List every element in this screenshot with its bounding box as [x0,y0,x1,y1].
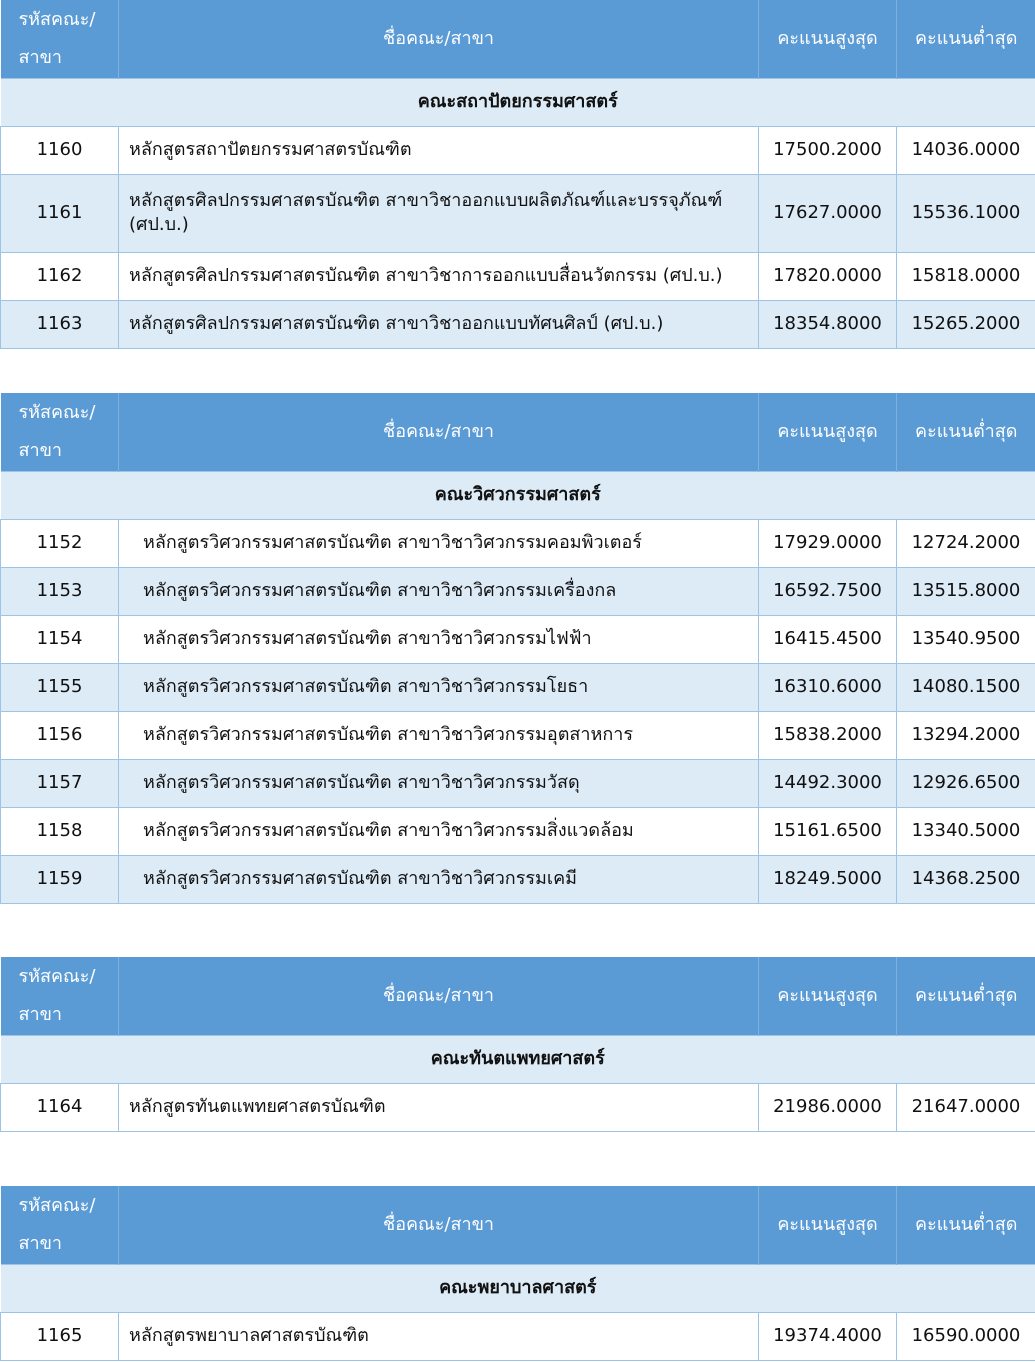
row-code: 1159 [1,855,119,903]
row-name: หลักสูตรวิศวกรรมศาสตรบัณฑิต สาขาวิชาวิศวกรรมเคมี [119,855,759,903]
row-max: 18249.5000 [759,855,897,903]
header-max: คะแนนสูงสุด [759,957,897,1035]
table-row [1,1312,1035,1360]
row-min: 15536.1000 [897,174,1035,252]
table-row [1,759,1035,807]
table-row [1,615,1035,663]
header-code: รหัสคณะ/ สาขา [1,393,119,471]
score-table-architecture [0,0,1035,349]
header-code: รหัสคณะ/ สาขา [1,0,119,78]
row-name: หลักสูตรวิศวกรรมศาสตรบัณฑิต สาขาวิชาวิศวกรรมคอมพิวเตอร์ [119,519,759,567]
row-name: หลักสูตรวิศวกรรมศาสตรบัณฑิต สาขาวิชาวิศวกรรมสิ่งแวดล้อม [119,807,759,855]
header-max: คะแนนสูงสุด [759,0,897,78]
row-max: 17820.0000 [759,252,897,300]
score-table-engineering [0,393,1035,904]
row-min: 13515.8000 [897,567,1035,615]
row-code: 1157 [1,759,119,807]
row-name: หลักสูตรสถาปัตยกรรมศาสตรบัณฑิต [119,126,759,174]
row-name: หลักสูตรวิศวกรรมศาสตรบัณฑิต สาขาวิชาวิศวกรรมอุตสาหการ [119,711,759,759]
row-max: 15838.2000 [759,711,897,759]
table-row [1,174,1035,252]
row-code: 1155 [1,663,119,711]
table-row [1,807,1035,855]
row-min: 14080.1500 [897,663,1035,711]
table-row [1,252,1035,300]
row-name: หลักสูตรศิลปกรรมศาสตรบัณฑิต สาขาวิชาออกแบบทัศนศิลป์ (ศป.บ.) [119,300,759,348]
faculty-title: คณะพยาบาลศาสตร์ [1,1264,1035,1312]
table-row [1,663,1035,711]
faculty-title: คณะทันตแพทยศาสตร์ [1,1035,1035,1083]
header-min: คะแนนต่ำสุด [897,393,1035,471]
faculty-row [1,78,1035,126]
row-code: 1160 [1,126,119,174]
header-name: ชื่อคณะ/สาขา [119,393,759,471]
header-name: ชื่อคณะ/สาขา [119,1186,759,1264]
row-name: หลักสูตรวิศวกรรมศาสตรบัณฑิต สาขาวิชาวิศวกรรมวัสดุ [119,759,759,807]
header-name: ชื่อคณะ/สาขา [119,957,759,1035]
table-row [1,519,1035,567]
row-name: หลักสูตรวิศวกรรมศาสตรบัณฑิต สาขาวิชาวิศวกรรมเครื่องกล [119,567,759,615]
row-min: 12724.2000 [897,519,1035,567]
row-name: หลักสูตรวิศวกรรมศาสตรบัณฑิต สาขาวิชาวิศวกรรมไฟฟ้า [119,615,759,663]
row-max: 17627.0000 [759,174,897,252]
row-name: หลักสูตรศิลปกรรมศาสตรบัณฑิต สาขาวิชาออกแบบผลิตภัณฑ์และบรรจุภัณฑ์ (ศป.บ.) [119,174,759,252]
row-max: 17929.0000 [759,519,897,567]
header-min: คะแนนต่ำสุด [897,1186,1035,1264]
faculty-title: คณะวิศวกรรมศาสตร์ [1,471,1035,519]
row-name: หลักสูตรศิลปกรรมศาสตรบัณฑิต สาขาวิชาการออกแบบสื่อนวัตกรรม (ศป.บ.) [119,252,759,300]
row-min: 21647.0000 [897,1083,1035,1131]
row-max: 15161.6500 [759,807,897,855]
table-row [1,126,1035,174]
row-name: หลักสูตรพยาบาลศาสตรบัณฑิต [119,1312,759,1360]
row-max: 16415.4500 [759,615,897,663]
faculty-title: คณะสถาปัตยกรรมศาสตร์ [1,78,1035,126]
row-min: 13294.2000 [897,711,1035,759]
row-min: 15818.0000 [897,252,1035,300]
row-name: หลักสูตรวิศวกรรมศาสตรบัณฑิต สาขาวิชาวิศวกรรมโยธา [119,663,759,711]
table-row [1,1083,1035,1131]
row-min: 14036.0000 [897,126,1035,174]
row-min: 13540.9500 [897,615,1035,663]
score-table-dentistry [0,957,1035,1132]
row-code: 1152 [1,519,119,567]
header-max: คะแนนสูงสุด [759,1186,897,1264]
row-max: 21986.0000 [759,1083,897,1131]
faculty-row [1,471,1035,519]
table-header-row [1,1186,1035,1264]
row-max: 19374.4000 [759,1312,897,1360]
score-table-nursing [0,1186,1035,1361]
row-code: 1156 [1,711,119,759]
row-min: 13340.5000 [897,807,1035,855]
table-row [1,300,1035,348]
row-code: 1164 [1,1083,119,1131]
table-row [1,567,1035,615]
row-code: 1162 [1,252,119,300]
header-name: ชื่อคณะ/สาขา [119,0,759,78]
row-max: 14492.3000 [759,759,897,807]
row-code: 1161 [1,174,119,252]
faculty-row [1,1264,1035,1312]
row-code: 1158 [1,807,119,855]
row-code: 1154 [1,615,119,663]
table-row [1,711,1035,759]
header-min: คะแนนต่ำสุด [897,0,1035,78]
table-header-row [1,0,1035,78]
row-max: 17500.2000 [759,126,897,174]
row-code: 1153 [1,567,119,615]
row-min: 16590.0000 [897,1312,1035,1360]
row-min: 12926.6500 [897,759,1035,807]
header-code: รหัสคณะ/ สาขา [1,1186,119,1264]
row-name: หลักสูตรทันตแพทยศาสตรบัณฑิต [119,1083,759,1131]
row-min: 15265.2000 [897,300,1035,348]
row-min: 14368.2500 [897,855,1035,903]
table-header-row [1,393,1035,471]
header-code: รหัสคณะ/ สาขา [1,957,119,1035]
row-code: 1163 [1,300,119,348]
table-header-row [1,957,1035,1035]
header-min: คะแนนต่ำสุด [897,957,1035,1035]
row-max: 16310.6000 [759,663,897,711]
table-row [1,855,1035,903]
row-max: 18354.8000 [759,300,897,348]
row-code: 1165 [1,1312,119,1360]
row-max: 16592.7500 [759,567,897,615]
faculty-row [1,1035,1035,1083]
header-max: คะแนนสูงสุด [759,393,897,471]
